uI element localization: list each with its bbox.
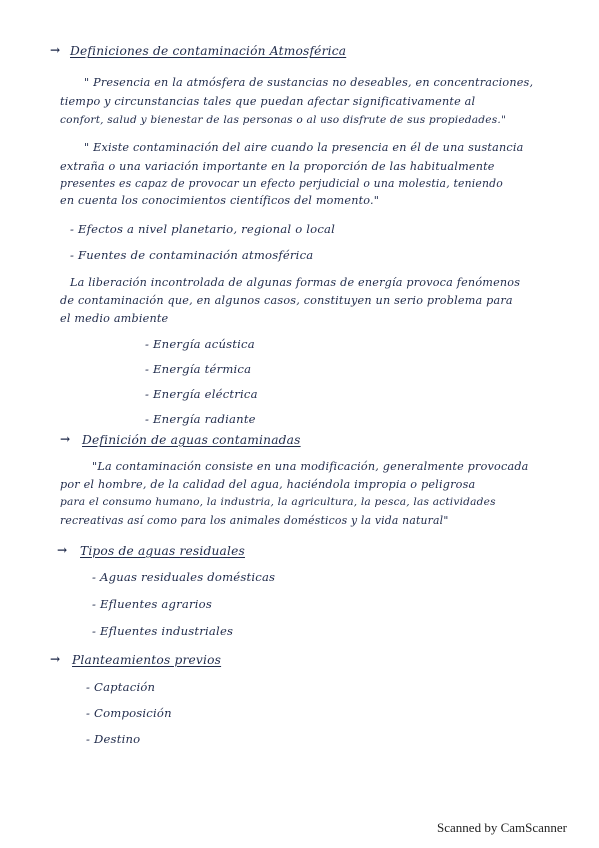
quote-line: para el consumo humano, la industria, la agricultura, la pesca, las actividades [60, 496, 496, 508]
quote-line: por el hombre, de la calidad del agua, haciéndola impropia o peligrosa [60, 478, 476, 491]
heading-aguas-contaminadas: Definición de aguas contaminadas [82, 433, 301, 447]
quote1-line: tiempo y circunstancias tales que puedan afectar significativamente al [60, 95, 476, 108]
quote2-line: extraña o una variación importante en la proporción de las habitualmente [60, 160, 495, 173]
list-item: - Composición [86, 706, 172, 720]
list-item: - Efluentes agrarios [92, 597, 212, 611]
scanner-watermark: Scanned by CamScanner [437, 820, 567, 835]
quote-line: recreativas así como para los animales domésticos y la vida natural" [60, 514, 449, 527]
energy-item: - Energía eléctrica [145, 387, 258, 401]
heading-planteamientos-previos: Planteamientos previos [72, 653, 222, 667]
bullet-item: - Efectos a nivel planetario, regional o local [70, 222, 336, 236]
paragraph-line: La liberación incontrolada de algunas formas de energía provoca fenómenos [70, 276, 521, 289]
arrow-icon: → [57, 543, 68, 557]
list-item: - Destino [86, 732, 141, 746]
heading-tipos-aguas-residuales: Tipos de aguas residuales [80, 544, 245, 558]
arrow-icon: → [50, 43, 61, 57]
list-item: - Efluentes industriales [92, 624, 234, 638]
heading-contaminacion-atmosferica: Definiciones de contaminación Atmosférica [70, 44, 347, 58]
quote2-line: " Existe contaminación del aire cuando la presencia en él de una sustancia [84, 141, 524, 154]
quote1-line: confort, salud y bienestar de las personas o al uso disfrute de sus propiedades." [60, 114, 507, 126]
list-item: - Aguas residuales domésticas [92, 570, 276, 584]
quote-line: "La contaminación consiste en una modificación, generalmente provocada [92, 460, 529, 473]
paragraph-line: el medio ambiente [60, 312, 169, 325]
energy-item: - Energía radiante [145, 412, 256, 426]
quote1-line: " Presencia en la atmósfera de sustancias no deseables, en concentraciones, [84, 76, 534, 89]
list-item: - Captación [86, 680, 156, 694]
quote2-line: en cuenta los conocimientos científicos del momento." [60, 194, 380, 207]
paragraph-line: de contaminación que, en algunos casos, constituyen un serio problema para [60, 294, 513, 307]
energy-item: - Energía térmica [145, 362, 252, 376]
quote2-line: presentes es capaz de provocar un efecto perjudicial o una molestia, teniendo [60, 177, 503, 190]
arrow-icon: → [50, 652, 61, 666]
energy-item: - Energía acústica [145, 337, 255, 351]
arrow-icon: → [60, 432, 71, 446]
bullet-item: - Fuentes de contaminación atmosférica [70, 248, 314, 262]
